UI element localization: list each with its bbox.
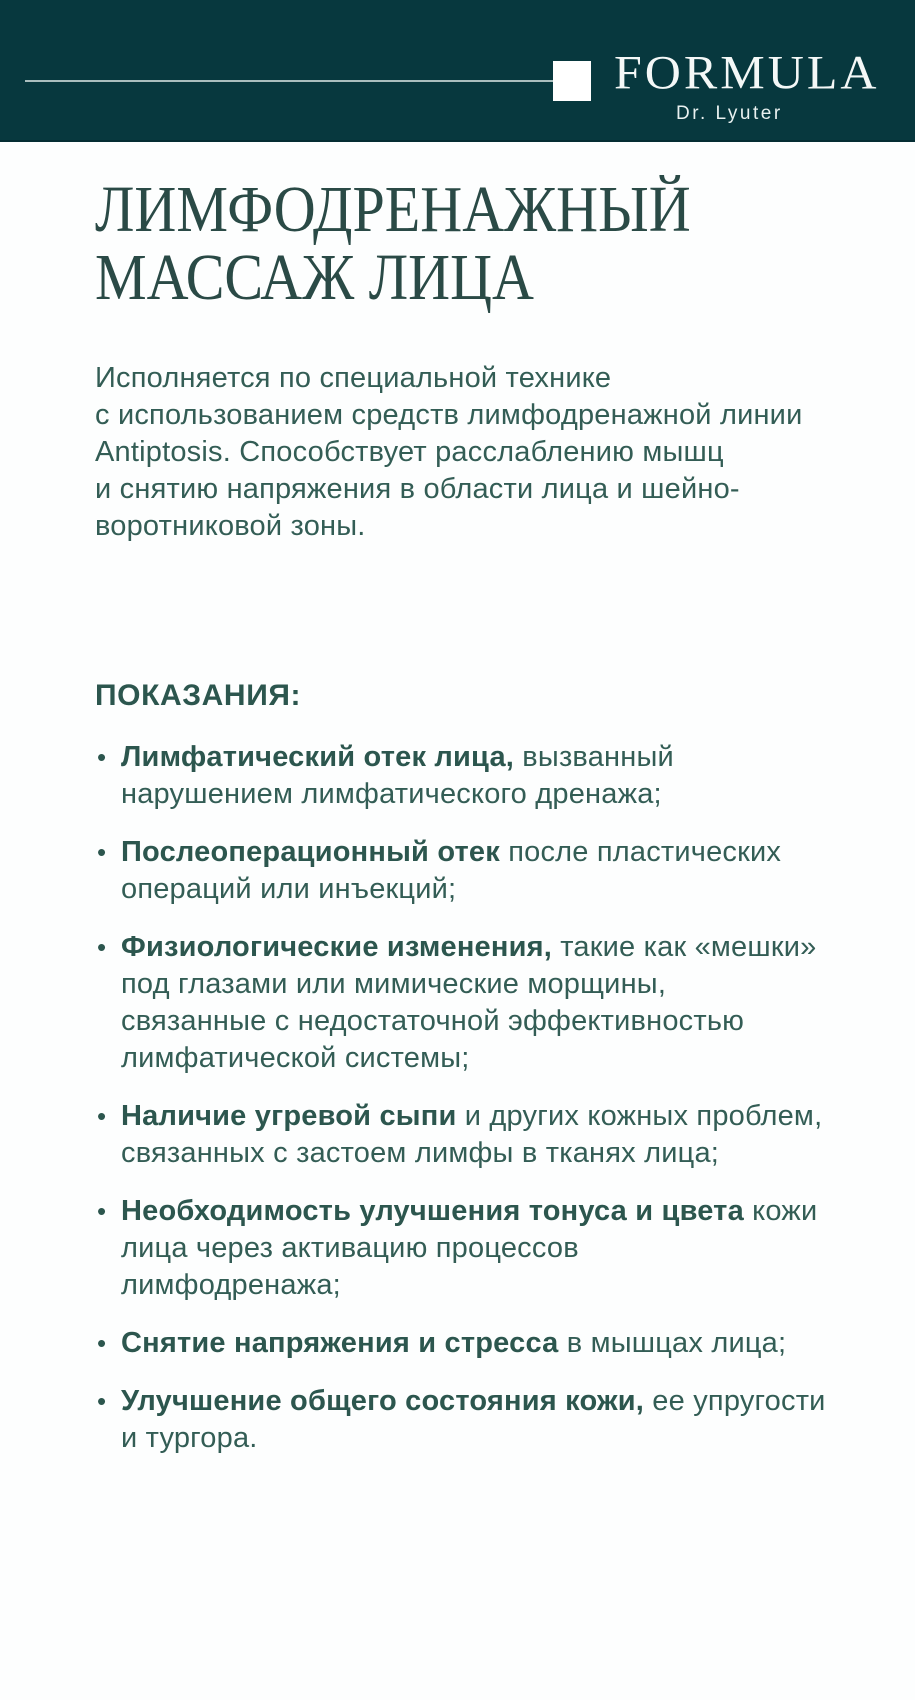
- indication-text: [121, 834, 845, 908]
- indication-first-line: [121, 1325, 845, 1362]
- indication-text: [121, 1098, 845, 1172]
- indication-text: [121, 1193, 845, 1304]
- indication-item: [95, 739, 845, 813]
- logo-rule-line: [25, 80, 553, 82]
- indication-after: вызванный: [514, 741, 674, 773]
- indication-cont-line: связанных с застоем лимфы в тканях лица;: [121, 1137, 720, 1169]
- indication-cont-line: лица через активацию процессов: [121, 1232, 579, 1264]
- page-title-line1: ЛИМФОДРЕНАЖНЫЙ: [95, 173, 691, 246]
- indication-first-line: [121, 929, 845, 966]
- indication-lead: Лимфатический отек лица,: [121, 741, 515, 773]
- content-area: [0, 142, 915, 1478]
- indication-cont-line: лимфатической системы;: [121, 1042, 470, 1074]
- indication-lead: Послеоперационный отек: [121, 836, 500, 868]
- indication-item: [95, 1098, 845, 1172]
- indication-after: кожи: [743, 1195, 818, 1227]
- indication-lead: Физиологические изменения,: [121, 931, 552, 963]
- bullet-icon: •: [97, 1328, 107, 1358]
- bullet-icon: •: [97, 1101, 107, 1131]
- intro-line: Antiptosis. Способствует расслаблению мышц: [95, 436, 724, 468]
- indication-cont-line: под глазами или мимические морщины,: [121, 968, 667, 1000]
- indication-text: [121, 739, 845, 813]
- indications-heading: ПОКАЗАНИЯ:: [95, 679, 302, 712]
- page-title: [95, 173, 845, 314]
- indication-cont-line: нарушением лимфатического дренажа;: [121, 778, 662, 810]
- indication-lead: Снятие напряжения и стресса: [121, 1327, 559, 1359]
- indication-item: [95, 929, 845, 1077]
- indication-cont-line: и тургора.: [121, 1422, 258, 1454]
- indication-after: после пластических: [499, 836, 782, 868]
- indication-cont-line: операций или инъекций;: [121, 873, 457, 905]
- indication-text: [121, 1383, 845, 1457]
- logo-square-icon: [553, 61, 591, 101]
- intro-line: Исполняется по специальной технике: [95, 362, 612, 394]
- indication-cont-line: связанные с недостаточной эффективностью: [121, 1005, 745, 1037]
- page-title-line2: МАССАЖ ЛИЦА: [95, 241, 535, 314]
- intro-line: с использованием средств лимфодренажной линии: [95, 399, 803, 431]
- indication-lead: Наличие угревой сыпи: [121, 1100, 457, 1132]
- intro-paragraph: [95, 360, 845, 545]
- indication-item: [95, 1325, 845, 1362]
- bullet-icon: •: [97, 1386, 107, 1416]
- indication-cont-line: лимфодренажа;: [121, 1269, 341, 1301]
- indication-item: [95, 1193, 845, 1304]
- indication-first-line: [121, 834, 845, 871]
- bullet-icon: •: [97, 742, 107, 772]
- indication-after: ее упругости: [644, 1385, 826, 1417]
- indications-list: [95, 739, 845, 1457]
- indication-lead: Улучшение общего состояния кожи,: [121, 1385, 645, 1417]
- intro-line: и снятию напряжения в области лица и шейно-: [95, 473, 740, 505]
- bullet-icon: •: [97, 1196, 107, 1226]
- indication-after: и других кожных проблем,: [456, 1100, 823, 1132]
- bullet-icon: •: [97, 932, 107, 962]
- intro-line: воротниковой зоны.: [95, 510, 366, 542]
- indication-first-line: [121, 1098, 845, 1135]
- indication-text: [121, 929, 845, 1077]
- indication-item: [95, 834, 845, 908]
- header-band: [0, 0, 915, 142]
- indication-text: [121, 1325, 845, 1362]
- indication-after: такие как «мешки»: [551, 931, 817, 963]
- indication-first-line: [121, 1383, 845, 1420]
- brand-logo-subtext: Dr. Lyuter: [676, 103, 783, 124]
- indication-after: в мышцах лица;: [558, 1327, 787, 1359]
- brand-logo-text: FORMULA: [614, 45, 880, 99]
- indication-first-line: [121, 1193, 845, 1230]
- bullet-icon: •: [97, 837, 107, 867]
- indication-item: [95, 1383, 845, 1457]
- indication-first-line: [121, 739, 845, 776]
- indication-lead: Необходимость улучшения тонуса и цвета: [121, 1195, 744, 1227]
